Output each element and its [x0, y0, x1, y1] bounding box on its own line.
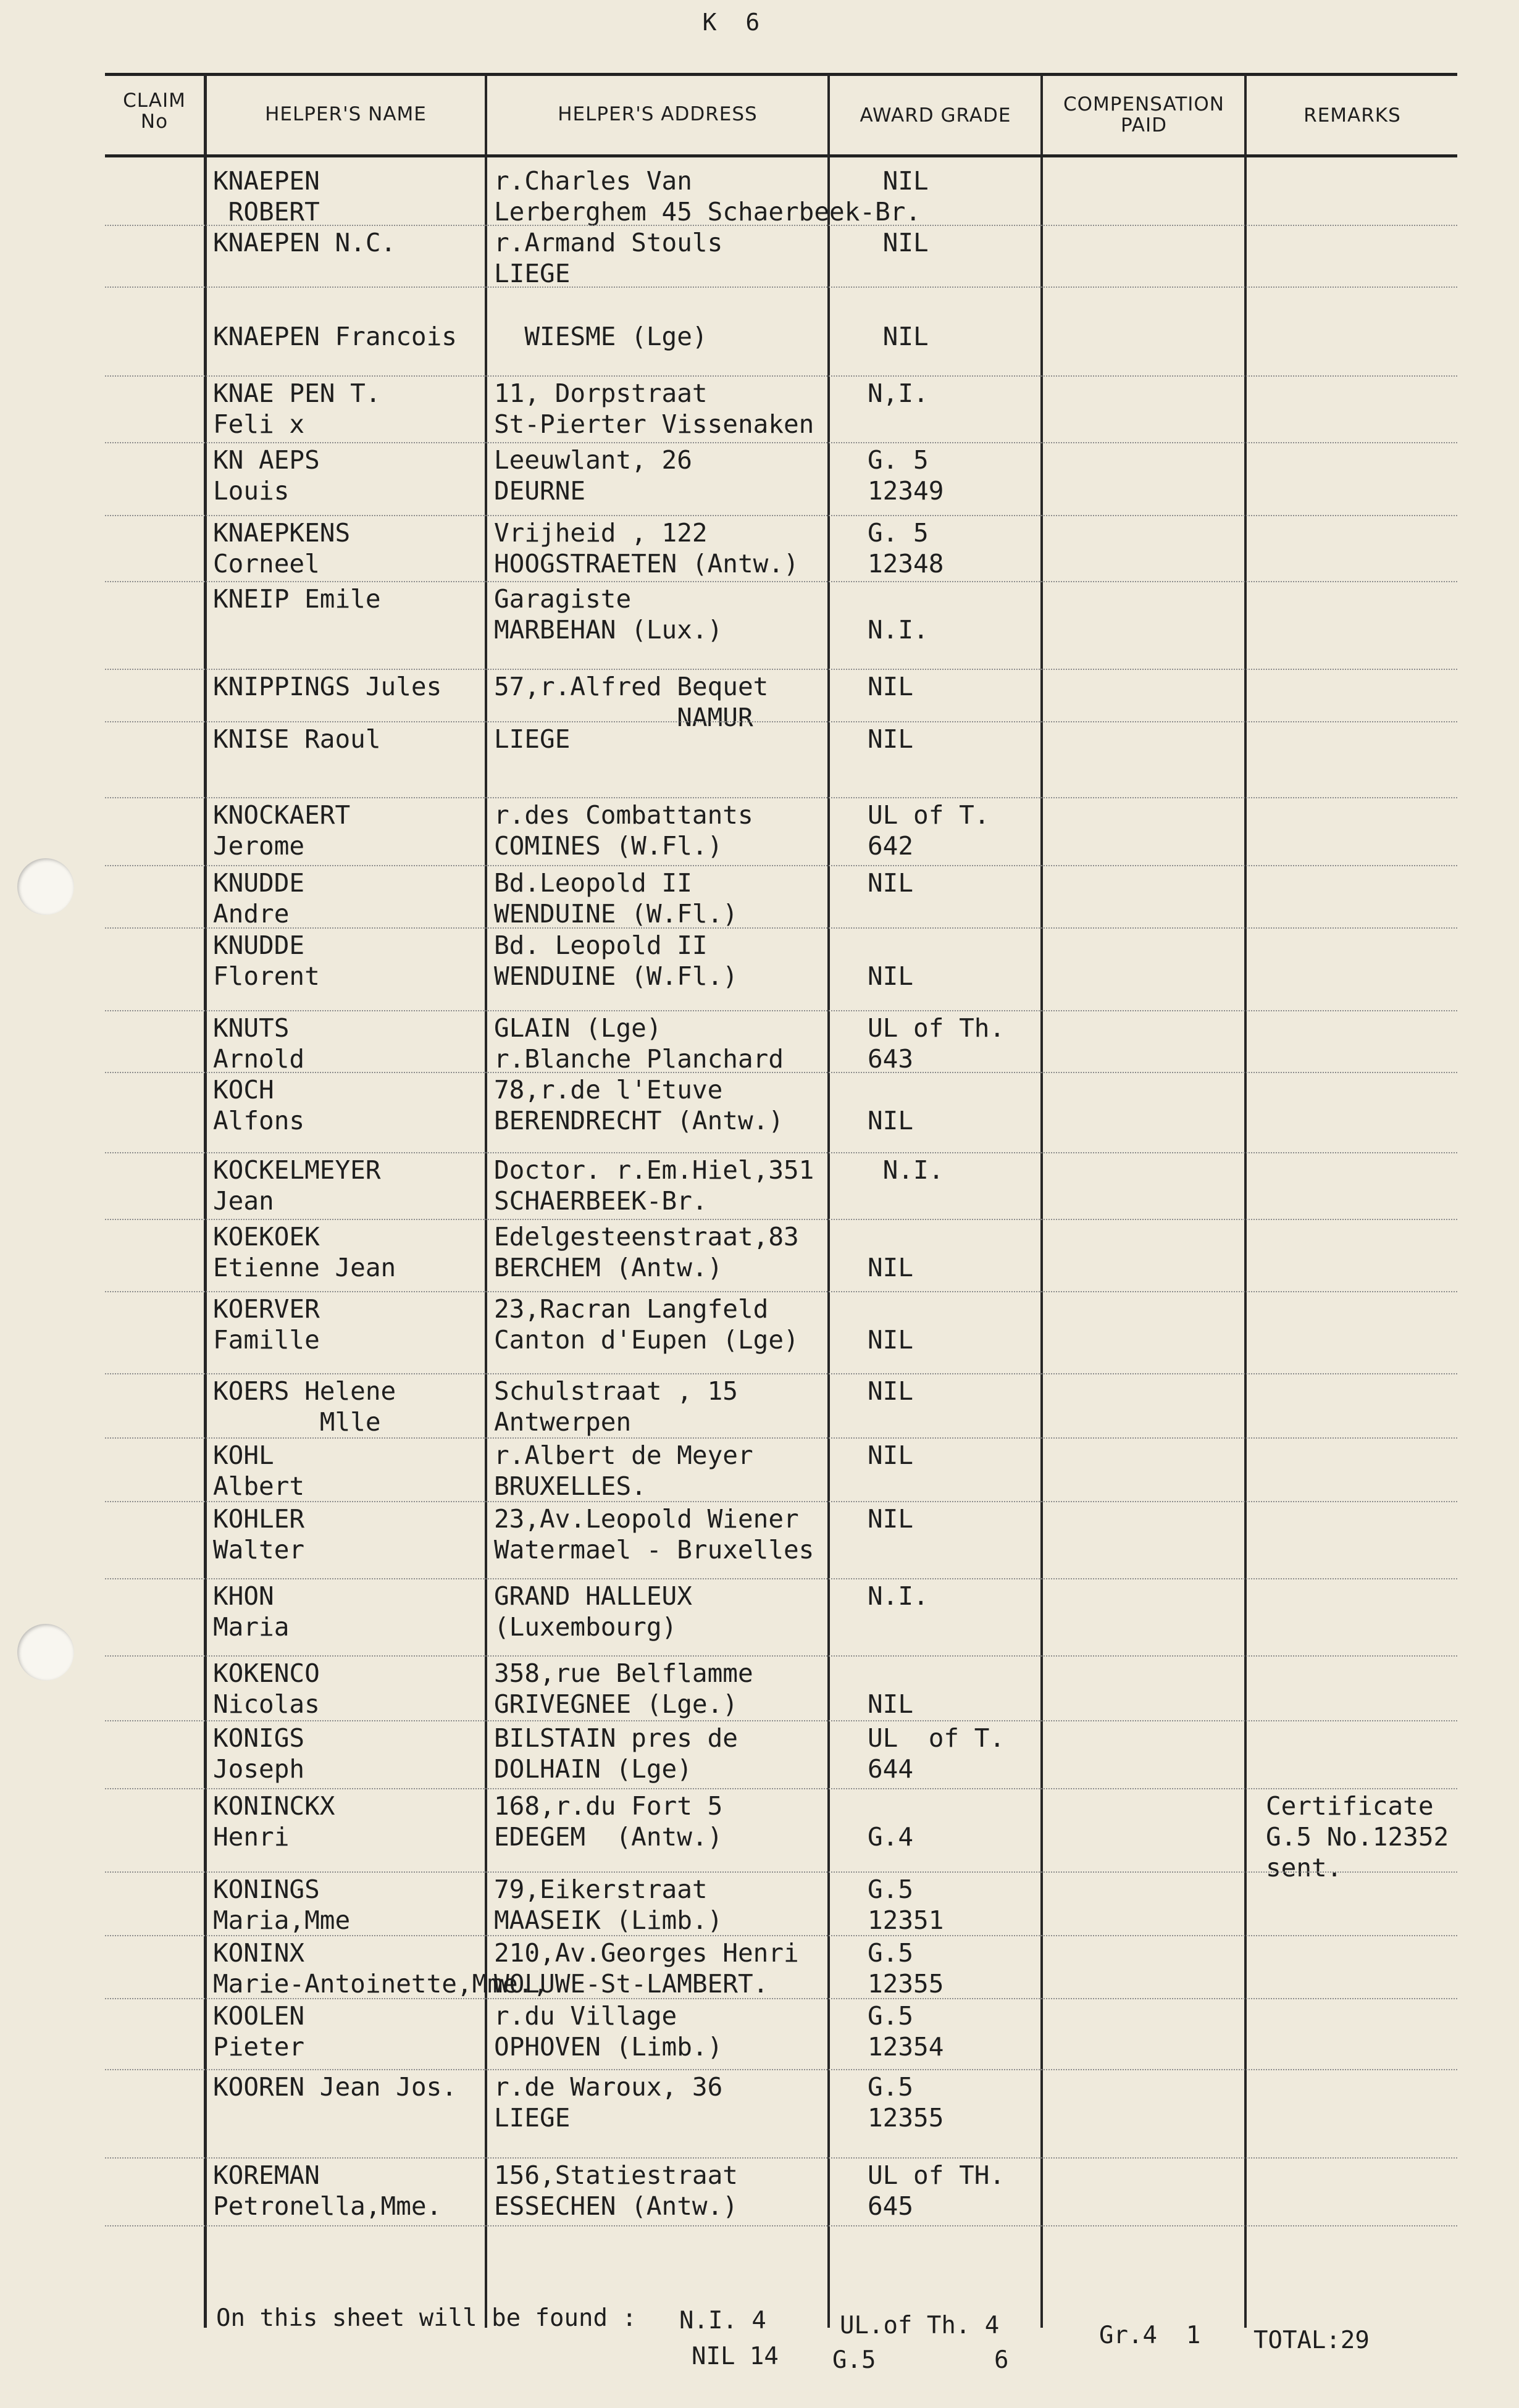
helper-address-cell: Bd.Leopold II WENDUINE (W.Fl.) — [494, 868, 738, 929]
award-grade-cell: G.4 — [868, 1822, 914, 1852]
helper-name-cell: KOOREN Jean Jos. — [213, 2072, 457, 2102]
award-grade-cell: NIL — [868, 1689, 914, 1719]
helper-address-cell: 23,Av.Leopold Wiener Watermael - Bruxelles — [494, 1504, 814, 1565]
award-grade-cell: G.5 12355 — [868, 2072, 944, 2133]
helper-address-cell: 23,Racran Langfeld Canton d'Eupen (Lge) — [494, 1294, 799, 1355]
helper-address-cell: LIEGE — [494, 724, 571, 754]
sheet-code: K 6 — [702, 9, 768, 36]
row-separator — [105, 1501, 1457, 1502]
row-separator — [105, 375, 1457, 377]
helper-name-cell: KONINX Marie-Antoinette,Mme., — [213, 1938, 549, 1999]
row-separator — [105, 2157, 1457, 2159]
helper-address-cell: r.de Waroux, 36 LIEGE — [494, 2072, 723, 2133]
helper-name-cell: KOKENCO Nicolas — [213, 1658, 320, 1719]
footer-gr4: Gr.4 1 — [1099, 2322, 1201, 2349]
award-grade-cell: N.I. — [868, 1155, 944, 1185]
award-grade-cell: G. 5 12348 — [868, 518, 944, 579]
header-claim-line1: CLAIM — [123, 90, 186, 112]
helper-address-cell: 78,r.de l'Etuve BERENDRECHT (Antw.) — [494, 1075, 784, 1135]
award-grade-cell: NIL — [868, 166, 929, 196]
helper-name-cell: KNIPPINGS Jules — [213, 672, 442, 701]
header-comp-line1: COMPENSATION — [1063, 93, 1224, 115]
helper-address-cell: Edelgesteenstraat,83 BERCHEM (Antw.) — [494, 1222, 799, 1282]
award-grade-cell: NIL — [868, 672, 914, 701]
row-separator — [105, 927, 1457, 929]
row-separator — [105, 669, 1457, 670]
row-separator — [105, 225, 1457, 226]
helper-name-cell: KNAEPEN N.C. — [213, 228, 396, 257]
award-grade-cell: N.I. — [868, 615, 929, 645]
helper-address-cell: Garagiste MARBEHAN (Lux.) — [494, 584, 723, 645]
helper-name-cell: KOCH Alfons — [213, 1075, 305, 1135]
row-separator — [105, 1998, 1457, 1999]
col-divider-1 — [204, 74, 207, 2328]
row-separator — [105, 1871, 1457, 1873]
row-separator — [105, 1720, 1457, 1721]
helper-address-cell: r.des Combattants COMINES (W.Fl.) — [494, 800, 753, 861]
footer-ul: UL.of Th. 4 — [840, 2312, 1000, 2339]
row-separator — [105, 1578, 1457, 1579]
helper-address-cell: Leeuwlant, 26 DEURNE — [494, 445, 692, 506]
helper-address-cell: Schulstraat , 15 Antwerpen — [494, 1376, 738, 1437]
footer-nil: NIL 14 — [692, 2343, 779, 2370]
helper-name-cell: KOHLER Walter — [213, 1504, 305, 1565]
award-grade-cell: NIL — [868, 961, 914, 991]
footer-total: TOTAL:29 — [1253, 2326, 1370, 2354]
award-grade-cell: G.5 12355 — [868, 1938, 944, 1999]
helper-name-cell: KNUTS Arnold — [213, 1013, 305, 1074]
award-grade-cell: NIL — [868, 724, 914, 754]
award-grade-cell: NIL — [868, 1440, 914, 1470]
helper-name-cell: KNUDDE Andre — [213, 868, 305, 929]
header-claim-line2: No — [140, 111, 169, 133]
row-separator — [105, 286, 1457, 288]
helper-address-cell: r.Charles Van Lerberghem 45 Schaerbeek-Br. — [494, 166, 921, 227]
award-grade-cell: UL of Th. 643 — [868, 1013, 1005, 1074]
award-grade-cell: N.I. — [868, 1581, 929, 1611]
helper-name-cell: KOREMAN Petronella,Mme. — [213, 2160, 442, 2221]
helper-address-cell: Vrijheid , 122 HOOGSTRAETEN (Antw.) — [494, 518, 799, 579]
row-separator — [105, 1291, 1457, 1292]
award-grade-cell: NIL — [868, 868, 914, 898]
row-separator — [105, 1152, 1457, 1153]
row-separator — [105, 2225, 1457, 2226]
helper-address-cell: GRAND HALLEUX (Luxembourg) — [494, 1581, 692, 1642]
helper-address-cell: 57,r.Alfred Bequet NAMUR — [494, 672, 769, 732]
row-separator — [105, 865, 1457, 866]
helper-name-cell: KNISE Raoul — [213, 724, 381, 754]
row-separator — [105, 1935, 1457, 1936]
helper-address-cell: GLAIN (Lge) r.Blanche Planchard — [494, 1013, 784, 1074]
helper-address-cell: Doctor. r.Em.Hiel,351 SCHAERBEEK-Br. — [494, 1155, 814, 1216]
footer-label: On this sheet will be found : — [216, 2304, 637, 2332]
helper-address-cell: r.Armand Stouls LIEGE — [494, 228, 723, 288]
helper-address-cell: 210,Av.Georges Henri WOLUWE-St-LAMBERT. — [494, 1938, 799, 1999]
helper-address-cell: 79,Eikerstraat MAASEIK (Limb.) — [494, 1875, 723, 1935]
helper-address-cell: Bd. Leopold II WENDUINE (W.Fl.) — [494, 930, 738, 991]
header-comp-line2: PAID — [1121, 114, 1167, 136]
helper-address-cell: r.du Village OPHOVEN (Limb.) — [494, 2001, 723, 2062]
helper-address-cell: BILSTAIN pres de DOLHAIN (Lge) — [494, 1723, 738, 1784]
award-grade-cell: NIL — [868, 1325, 914, 1355]
footer-g5-count: 6 — [994, 2346, 1009, 2374]
row-separator — [105, 1010, 1457, 1011]
award-grade-cell: UL of TH. 645 — [868, 2160, 1005, 2221]
helper-name-cell: KONIGS Joseph — [213, 1723, 305, 1784]
row-separator — [105, 797, 1457, 798]
header-helper-address: HELPER'S ADDRESS — [558, 103, 758, 125]
header-helper-name: HELPER'S NAME — [265, 103, 427, 125]
helper-address-cell: 168,r.du Fort 5 EDEGEM (Antw.) — [494, 1791, 723, 1852]
col-divider-3 — [827, 74, 830, 2328]
helper-address-cell: 358,rue Belflamme GRIVEGNEE (Lge.) — [494, 1658, 753, 1719]
col-divider-5 — [1244, 74, 1247, 2328]
award-grade-cell: UL of T. 642 — [868, 800, 990, 861]
row-separator — [105, 581, 1457, 582]
award-grade-cell: G.5 12351 — [868, 1875, 944, 1935]
header-top-rule — [105, 73, 1457, 76]
helper-name-cell: KOHL Albert — [213, 1440, 305, 1501]
row-separator — [105, 1373, 1457, 1374]
helper-name-cell: KOERVER Famille — [213, 1294, 320, 1355]
award-grade-cell: NIL — [868, 228, 929, 257]
row-separator — [105, 721, 1457, 722]
award-grade-cell: NIL — [868, 322, 929, 351]
row-separator — [105, 1219, 1457, 1220]
header-award-grade: AWARD GRADE — [860, 104, 1011, 127]
row-separator — [105, 442, 1457, 443]
row-separator — [105, 1437, 1457, 1439]
helper-name-cell: KONINCKX Henri — [213, 1791, 335, 1852]
award-grade-cell: NIL — [868, 1106, 914, 1135]
helper-name-cell: KHON Maria — [213, 1581, 290, 1642]
award-grade-cell: N,I. — [868, 378, 929, 408]
helper-name-cell: KNAE PEN T. Feli x — [213, 378, 381, 439]
award-grade-cell: NIL — [868, 1253, 914, 1282]
header-compensation-paid — [1044, 94, 1244, 136]
helper-address-cell: 156,Statiestraat ESSECHEN (Antw.) — [494, 2160, 738, 2221]
header-claim-no — [105, 90, 204, 132]
helper-address-cell: r.Albert de Meyer BRUXELLES. — [494, 1440, 753, 1501]
row-separator — [105, 1072, 1457, 1073]
helper-name-cell: KN AEPS Louis — [213, 445, 320, 506]
award-grade-cell: G.5 12354 — [868, 2001, 944, 2062]
row-separator — [105, 1655, 1457, 1657]
punch-hole-bottom — [17, 1624, 74, 1681]
helper-name-cell: KNEIP Emile — [213, 584, 381, 614]
award-grade-cell: UL of T. 644 — [868, 1723, 1005, 1784]
award-grade-cell: NIL — [868, 1504, 914, 1534]
row-separator — [105, 1788, 1457, 1789]
helper-name-cell: KNAEPEN ROBERT — [213, 166, 320, 227]
award-grade-cell: G. 5 12349 — [868, 445, 944, 506]
helper-address-cell: 11, Dorpstraat St-Pierter Vissenaken — [494, 378, 814, 439]
row-separator — [105, 515, 1457, 516]
helper-name-cell: KOOLEN Pieter — [213, 2001, 305, 2062]
helper-name-cell: KNOCKAERT Jerome — [213, 800, 351, 861]
footer-g5-label: G.5 — [832, 2346, 876, 2374]
helper-name-cell: KOCKELMEYER Jean — [213, 1155, 381, 1216]
punch-hole-top — [17, 858, 74, 915]
remarks-cell: Certificate G.5 No.12352 sent. — [1266, 1791, 1449, 1883]
helper-name-cell: KNUDDE Florent — [213, 930, 320, 991]
header-remarks: REMARKS — [1303, 104, 1401, 127]
footer-ni: N.I. 4 — [679, 2307, 766, 2335]
helper-name-cell: KOEKOEK Etienne Jean — [213, 1222, 396, 1282]
helper-name-cell: KNAEPEN Francois — [213, 322, 457, 351]
helper-address-cell: WIESME (Lge) — [494, 322, 708, 351]
col-divider-4 — [1040, 74, 1043, 2328]
helper-name-cell: KONINGS Maria,Mme — [213, 1875, 351, 1935]
helper-name-cell: KOERS Helene Mlle — [213, 1376, 396, 1437]
row-separator — [105, 2069, 1457, 2070]
header-bottom-rule — [105, 154, 1457, 157]
helper-name-cell: KNAEPKENS Corneel — [213, 518, 351, 579]
award-grade-cell: NIL — [868, 1376, 914, 1406]
